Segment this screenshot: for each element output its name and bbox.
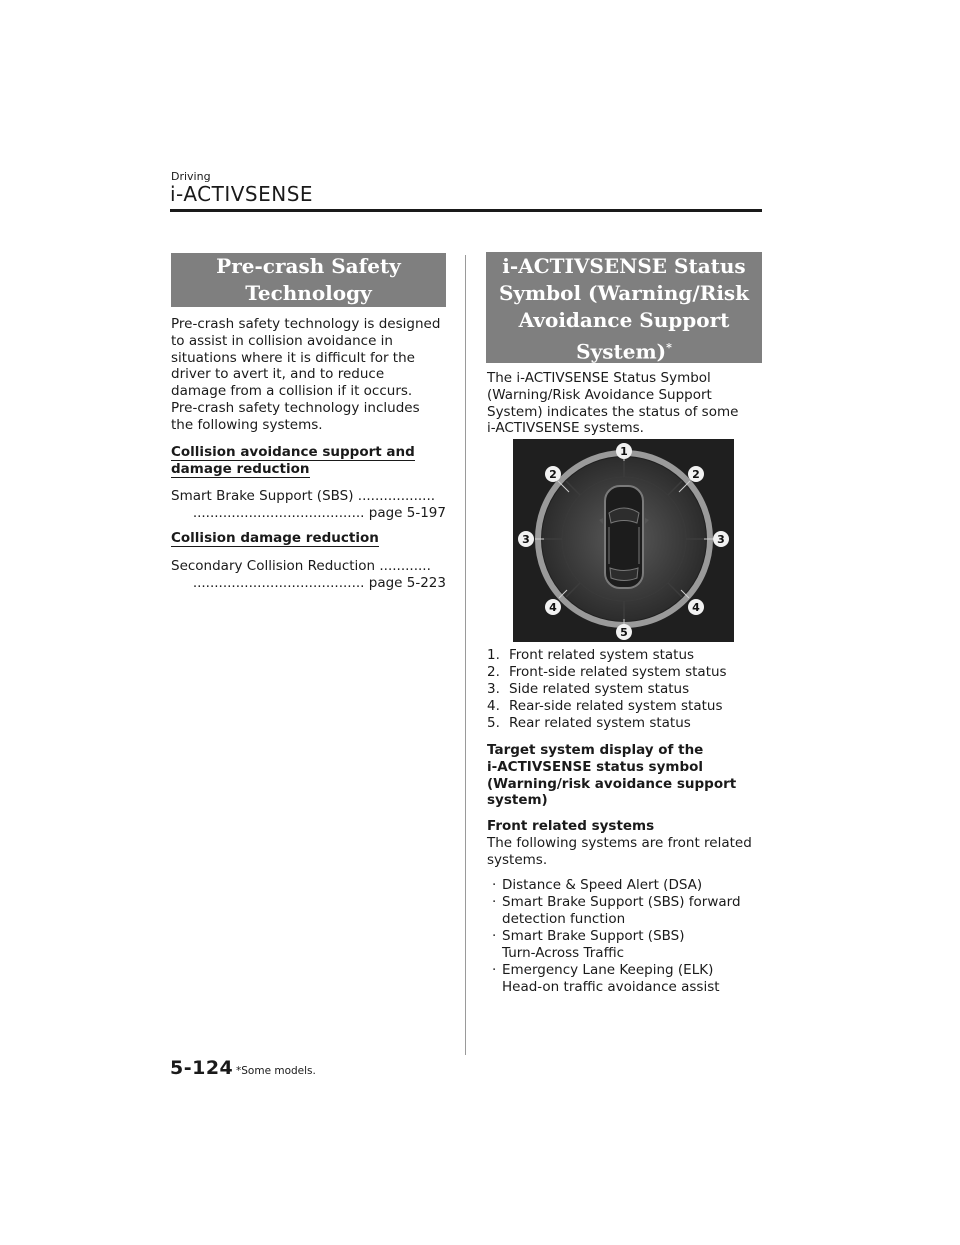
banner-line: i-ACTIVSENSE Status — [502, 254, 746, 278]
subheading-line: Collision avoidance support and — [171, 444, 415, 460]
list-item — [487, 715, 691, 732]
target-system-heading — [487, 742, 736, 809]
figure-label: 4 — [692, 601, 700, 614]
text-line: situations where it is difficult for the — [171, 349, 415, 366]
text-line: to assist in collision avoidance in — [171, 332, 393, 349]
collision-avoidance-heading — [171, 444, 415, 478]
footnote: *Some models. — [236, 1065, 316, 1077]
figure-label: 3 — [717, 533, 725, 546]
bullet-text: Smart Brake Support (SBS) — [502, 928, 685, 944]
banner-line: Avoidance Support — [518, 308, 730, 332]
bullet-icon: · — [492, 894, 497, 910]
page-number: 5-124 — [170, 1057, 234, 1079]
figure-label: 4 — [549, 601, 557, 614]
bullet-text: Distance & Speed Alert (DSA) — [502, 877, 703, 893]
car-top-view-icon — [599, 486, 649, 588]
list-text: Front related system status — [509, 647, 695, 663]
figure-label: 1 — [620, 445, 628, 458]
banner-line: System)* — [576, 339, 672, 364]
text-line: (Warning/Risk Avoidance Support — [487, 386, 712, 403]
text-line: systems. — [487, 851, 548, 868]
status-symbol-figure — [513, 439, 734, 642]
list-text: Front-side related system status — [509, 664, 727, 680]
subheading-line: (Warning/risk avoidance support — [487, 775, 737, 792]
text-line: System) indicates the status of some — [487, 403, 739, 420]
status-symbol-banner — [486, 252, 762, 363]
bullet-icon: · — [492, 928, 497, 944]
pre-crash-intro — [171, 316, 440, 434]
list-number: 2. — [487, 664, 500, 680]
front-systems-text — [487, 835, 752, 869]
subheading-line: Target system display of the — [487, 742, 704, 758]
bullet-text: detection function — [502, 910, 626, 927]
bullet-text: Head-on traffic avoidance assist — [502, 978, 720, 995]
toc-entry-sbs-page[interactable]: ........................................ page 5-197 — [192, 505, 446, 521]
front-systems-heading: Front related systems — [487, 818, 655, 834]
subheading-line: Collision damage reduction — [171, 530, 379, 546]
text-line: Pre-crash safety technology is designed — [171, 316, 441, 332]
bullet-icon: · — [492, 877, 497, 893]
subheading-line: damage reduction — [171, 460, 310, 477]
pre-crash-banner — [171, 253, 446, 307]
list-number: 1. — [487, 647, 500, 663]
bullet-text: Smart Brake Support (SBS) forward — [502, 894, 741, 910]
status-symbol-intro — [487, 370, 738, 437]
text-line: The following systems are front related — [487, 835, 752, 851]
bullet-item — [492, 962, 720, 996]
list-number: 5. — [487, 715, 500, 731]
text-line: the following systems. — [171, 416, 323, 433]
toc-entry-sbs[interactable]: Smart Brake Support (SBS) .................. — [171, 488, 436, 504]
bullet-icon: · — [492, 962, 497, 978]
status-symbol-diagram — [513, 439, 734, 642]
figure-label: 3 — [522, 533, 530, 546]
text-line: Pre-crash safety technology includes — [171, 399, 420, 416]
bullet-text: Emergency Lane Keeping (ELK) — [502, 962, 714, 978]
bullet-item — [492, 877, 702, 894]
section-label: Driving — [171, 170, 211, 183]
bullet-item — [492, 928, 685, 962]
bullet-text: Turn-Across Traffic — [502, 944, 625, 961]
text-line: driver to avert it, and to reduce — [171, 366, 385, 383]
header-rule — [170, 209, 762, 212]
banner-line: Symbol (Warning/Risk — [498, 281, 750, 305]
toc-entry-scr-page[interactable]: ........................................ page 5-223 — [192, 575, 446, 591]
list-item — [487, 664, 727, 681]
collision-damage-heading — [171, 530, 379, 547]
column-divider — [465, 255, 466, 1055]
figure-label: 2 — [549, 468, 557, 481]
footnote-mark: * — [666, 341, 672, 354]
figure-label: 2 — [692, 468, 700, 481]
list-number: 3. — [487, 681, 500, 697]
text-line: i-ACTIVSENSE systems. — [487, 420, 644, 437]
bullet-item — [492, 894, 741, 928]
subheading-line: i-ACTIVSENSE status symbol — [487, 758, 704, 775]
list-text: Side related system status — [509, 681, 690, 697]
list-item — [487, 681, 689, 698]
list-number: 4. — [487, 698, 500, 714]
page-heading: i-ACTIVSENSE — [170, 182, 314, 206]
subheading-line: system) — [487, 792, 548, 809]
list-text: Rear-side related system status — [509, 698, 723, 714]
toc-entry-scr[interactable]: Secondary Collision Reduction ............ — [171, 558, 431, 574]
list-item — [487, 647, 694, 664]
banner-line: Technology — [245, 281, 372, 305]
text-line: The i-ACTIVSENSE Status Symbol — [487, 370, 711, 386]
list-text: Rear related system status — [509, 715, 691, 731]
figure-label: 5 — [620, 626, 628, 639]
banner-line: Pre-crash Safety — [216, 254, 401, 278]
text-line: damage from a collision if it occurs. — [171, 383, 413, 400]
list-item — [487, 698, 722, 715]
